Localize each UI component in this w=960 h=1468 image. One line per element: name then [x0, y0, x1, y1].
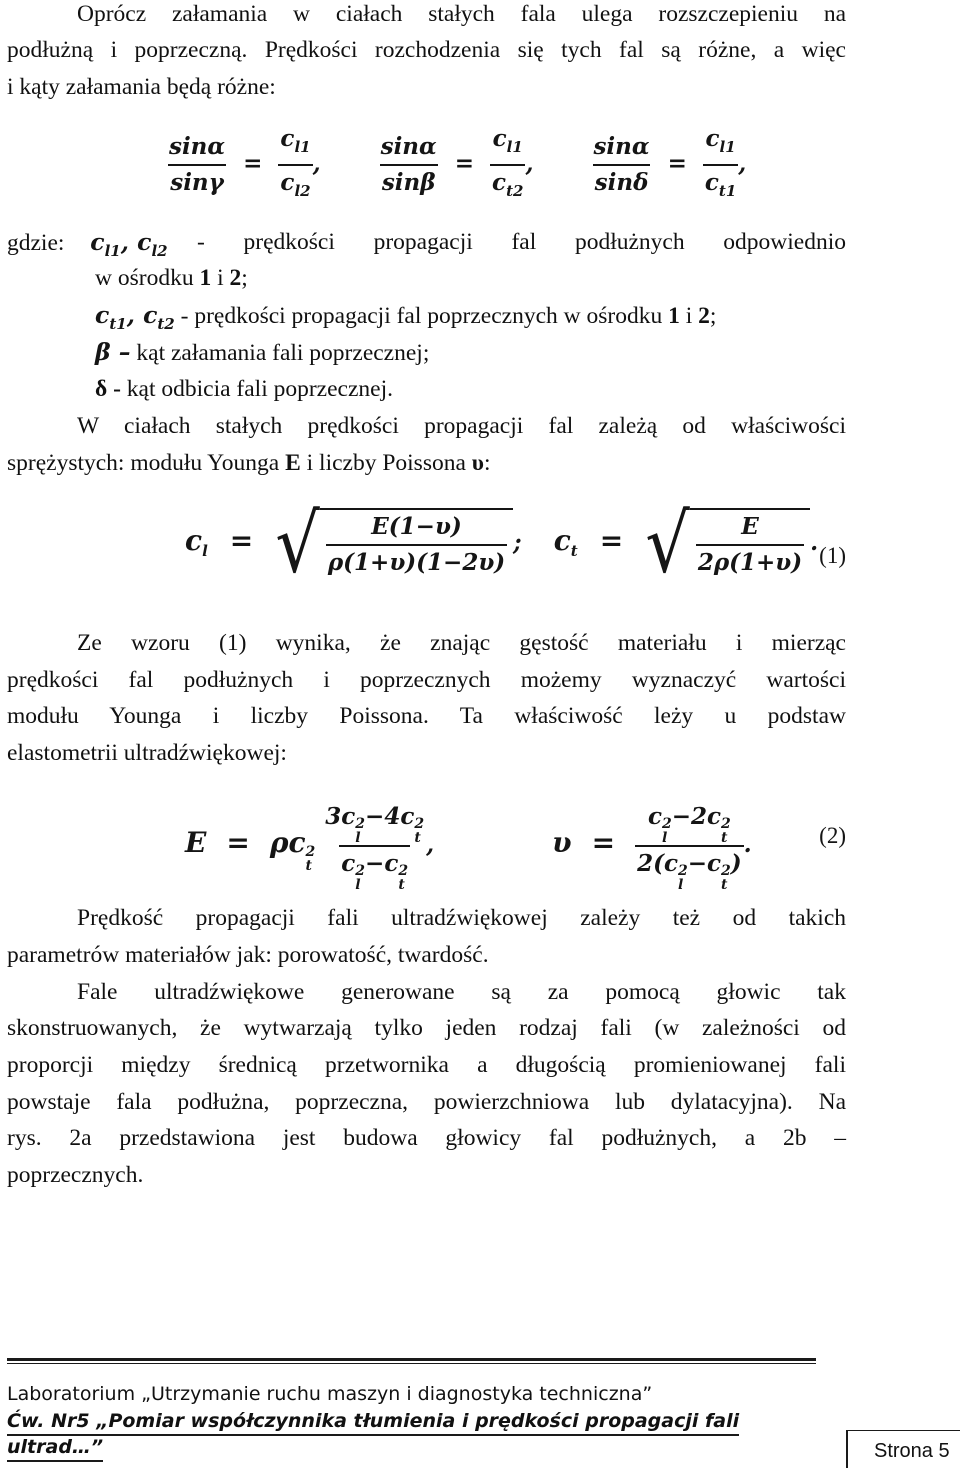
para4-line-6: poprzecznych. [7, 1162, 144, 1188]
definition-longitudinal-cont: w ośrodku 1 i 2; [95, 265, 248, 291]
equation-1: $c_l$ = √ $\frac{E(1-\upsilon)}{\rho(1+\upsilon)(1-2\upsilon)}$ ; $c_t$ = √ $\frac{E}{2\rho(1+\upsilon)}$ . (1) [185, 496, 846, 592]
sqrt-ct: √ $\frac{E}{2\rho(1+\upsilon)}$ [645, 508, 810, 580]
sqrt-cl: √ $\frac{E(1-\upsilon)}{\rho(1+\upsilon)(1-2\upsilon)}$ [275, 508, 513, 580]
intro-line-1: Oprócz załamania w ciałach stałych fala ulega rozszczepieniu na [77, 1, 846, 27]
snell-fraction-2: $\frac{\sin\alpha}{\sin\beta}$ [379, 130, 439, 200]
equation-2-fraction-E: 3c 2 l −4c 2 t c 2 l −c 2 t [325, 803, 425, 893]
snell-ratio-3: $\frac{c_{l1}}{c_{t1}}$ [703, 122, 738, 208]
para4-line-1: Fale ultradźwiękowe generowane są za pomocą głowic tak [77, 979, 846, 1005]
equation-1-number: (1) [819, 543, 846, 568]
para4-line-5: rys. 2a przedstawiona jest budowa głowicy fal podłużnych, a 2b – [7, 1125, 846, 1151]
equation-2-fraction-nu: c 2 l −2c 2 t 2(c 2 l −c 2 t ) [637, 803, 742, 893]
elastic-line-1: W ciałach stałych prędkości propagacji fal zależą od właściwości [77, 413, 846, 439]
para3-line-1: Prędkość propagacji fali ultradźwiękowej zależy też od takich [77, 905, 846, 931]
para4-line-2: skonstruowanych, że wytwarzają tylko jeden rodzaj fali (w zależności od [7, 1015, 846, 1041]
snell-ratio-2: $\frac{c_{l1}}{c_{t2}}$ [490, 122, 525, 208]
definition-transverse: $c_{t1}$, $c_{t2}$ - prędkości propagacji fal poprzecznych w ośrodku 1 i 2; [95, 301, 717, 333]
page-number-box [846, 1430, 960, 1468]
definition-delta: δ - kąt odbicia fali poprzecznej. [95, 376, 393, 402]
intro-line-2: podłużną i poprzeczną. Prędkości rozchodzenia się tych fal są różne, a więc [7, 37, 846, 63]
elastic-line-2: sprężystych: modułu Younga E i liczby Poissona υ: [7, 450, 491, 476]
definition-longitudinal: gdzie: $c_{l1}$, $c_{l2}$ - prędkości propagacji fal podłużnych odpowiednio [7, 228, 846, 260]
page-number: Strona 5 [874, 1440, 950, 1462]
footer-rule-thin [7, 1363, 816, 1364]
equation-2: E = ρc 2 t 3c 2 l −4c 2 t c 2 l −c 2 t , υ = c 2 l −2c 2 t 2(c 2 l −c 2 t ) . (2) [185, 800, 846, 892]
footer-lab-title: Laboratorium „Utrzymanie ruchu maszyn i diagnostyka techniczna” [7, 1383, 653, 1405]
snell-ratio-1: $\frac{c_{l1}}{c_{l2}}$ [278, 122, 312, 208]
para2-line-1: Ze wzoru (1) wynika, że znając gęstość materiału i mierząc [77, 630, 846, 656]
para3-line-2: parametrów materiałów jak: porowatość, twardość. [7, 942, 489, 968]
para2-line-3: modułu Younga i liczby Poissona. Ta właściwość leży u podstaw [7, 703, 846, 729]
footer-exercise-title: Ćw. Nr5 „Pomiar współczynnika tłumienia i prędkości propagacji fali ultrad…” [7, 1408, 816, 1460]
intro-line-3: i kąty załamania będą różne: [7, 74, 276, 100]
snell-fraction-1: $\frac{\sin\alpha}{\sin\gamma}$ [167, 130, 227, 200]
symbol-ct: $c_{t1}$, $c_{t2}$ [95, 301, 175, 333]
snell-equations: $\frac{\sin\alpha}{\sin\gamma}$ = $\frac{c_{l1}}{c_{l2}}$ , $\frac{\sin\alpha}{\sin\beta}$ = $\frac{c_{l1}}{c_{t2}}$ , $\frac{\sin\alpha}{\sin\delta}$ = $\frac{c_{l1}}{c_{t1}}$ , [167, 122, 746, 208]
symbol-cl: $c_{l1}$, $c_{l2}$ [90, 228, 168, 260]
definition-beta: β – kąt załamania fali poprzecznej; [95, 338, 430, 366]
para2-line-4: elastometrii ultradźwiękowej: [7, 740, 287, 766]
equation-2-number: (2) [819, 823, 846, 848]
para4-line-4: powstaje fala podłużna, poprzeczna, powierzchniowa lub dylatacyjna). Na [7, 1089, 846, 1115]
page-footer [7, 1358, 816, 1460]
footer-rule-thick [7, 1358, 816, 1361]
snell-fraction-3: $\frac{\sin\alpha}{\sin\delta}$ [591, 130, 651, 200]
para2-line-2: prędkości fal podłużnych i poprzecznych możemy wyznaczyć wartości [7, 667, 846, 693]
para4-line-3: proporcji między średnicą przetwornika a długością promieniowanej fali [7, 1052, 846, 1078]
